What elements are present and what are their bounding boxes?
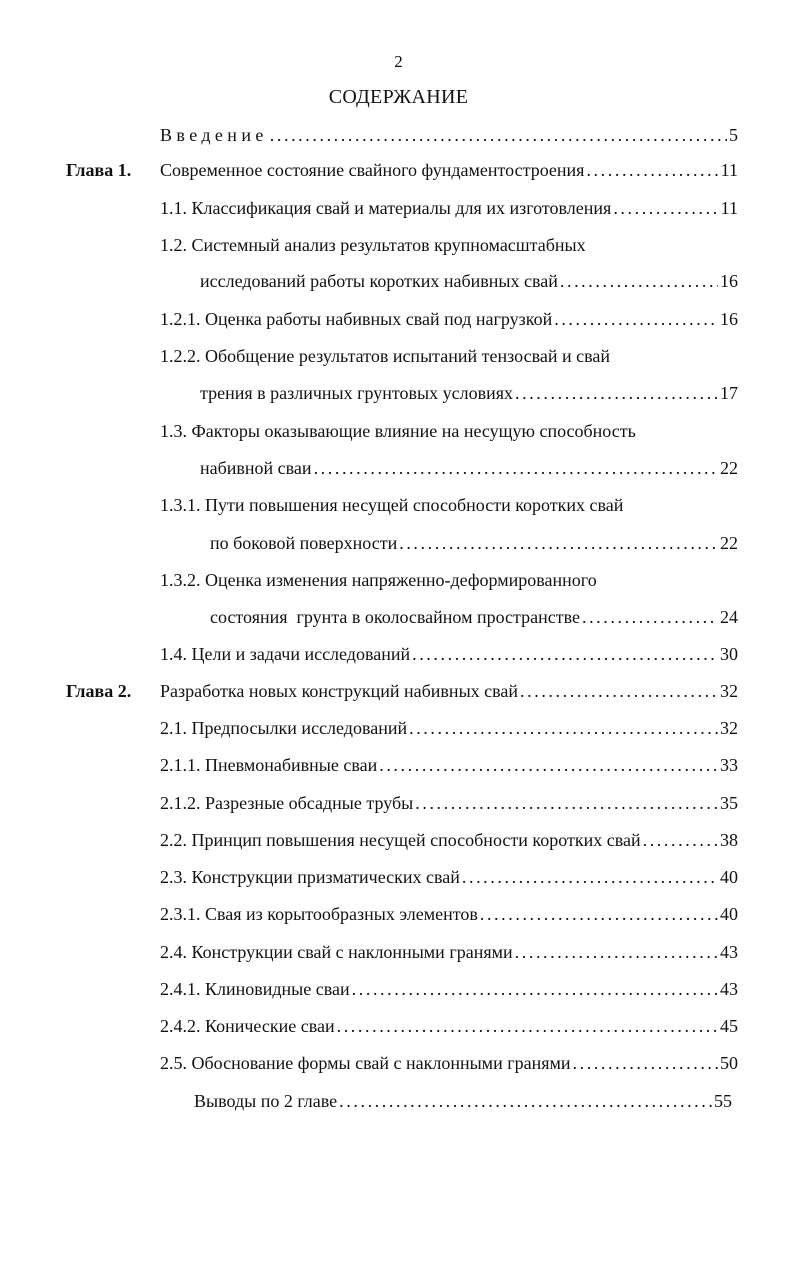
toc-line bbox=[0, 864, 797, 890]
toc-page-ref: 24 bbox=[720, 607, 738, 627]
dot-leader bbox=[379, 752, 718, 778]
chapter-label: Глава 1. bbox=[66, 160, 132, 180]
toc-page-ref: 30 bbox=[720, 644, 738, 664]
toc-title: СОДЕРЖАНИЕ bbox=[328, 86, 469, 108]
toc-page-ref: 32 bbox=[720, 681, 738, 701]
toc-entry-text: 1.2. Системный анализ результатов крупномасштабных bbox=[160, 235, 586, 255]
toc-line bbox=[0, 641, 797, 667]
toc-entry-text: 1.4. Цели и задачи исследований bbox=[160, 644, 411, 664]
toc-line bbox=[0, 232, 797, 258]
toc-entry-text: 2.4.2. Конические сваи bbox=[160, 1016, 335, 1036]
toc-line bbox=[0, 604, 797, 630]
toc-entry[interactable] bbox=[160, 567, 597, 593]
dot-leader bbox=[399, 530, 718, 556]
toc-entry[interactable] bbox=[160, 343, 610, 369]
toc-entry[interactable] bbox=[160, 122, 738, 148]
toc-entry-text: Разработка новых конструкций набивных свай bbox=[160, 681, 519, 701]
toc-entry[interactable] bbox=[160, 901, 738, 927]
dot-leader bbox=[613, 195, 718, 221]
toc-page-ref: 38 bbox=[720, 830, 738, 850]
toc-page-ref: 45 bbox=[720, 1016, 738, 1036]
toc-entry[interactable] bbox=[160, 939, 738, 965]
dot-leader bbox=[270, 122, 727, 148]
toc-line bbox=[0, 901, 797, 927]
toc-entry-text: 2.3.1. Свая из корытообразных элементов bbox=[160, 904, 478, 924]
toc-page-ref: 5 bbox=[729, 125, 738, 145]
toc-page-ref: 17 bbox=[720, 383, 738, 403]
page-number: 2 bbox=[394, 52, 403, 71]
toc-entry[interactable] bbox=[160, 827, 738, 853]
dot-leader bbox=[573, 1050, 718, 1076]
toc-entry[interactable] bbox=[160, 418, 636, 444]
dot-leader bbox=[412, 641, 718, 667]
toc-entry-text: состояния грунта в околосвайном пространстве bbox=[210, 607, 580, 627]
dot-leader bbox=[582, 604, 718, 630]
dot-leader bbox=[337, 1013, 718, 1039]
toc-entry-text: 2.5. Обоснование формы свай с наклонными гранями bbox=[160, 1053, 571, 1073]
toc-entry-text: 2.3. Конструкции призматических свай bbox=[160, 867, 460, 887]
toc-line bbox=[0, 268, 797, 294]
toc-page-ref: 11 bbox=[720, 198, 738, 218]
toc-entry-text: набивной сваи bbox=[200, 458, 312, 478]
toc-entry-text: 2.4.1. Клиновидные сваи bbox=[160, 979, 350, 999]
toc-line bbox=[0, 939, 797, 965]
toc-entry-text: трения в различных грунтовых условиях bbox=[200, 383, 513, 403]
toc-line bbox=[0, 380, 797, 406]
dot-leader bbox=[560, 268, 718, 294]
toc-entry-text: исследований работы коротких набивных свай bbox=[200, 271, 558, 291]
toc-entry-text: Выводы по 2 главе bbox=[194, 1091, 338, 1111]
toc-page-ref: 55 bbox=[714, 1091, 732, 1111]
toc-line bbox=[0, 827, 797, 853]
toc-entry-text: 2.4. Конструкции свай с наклонными гранями bbox=[160, 942, 513, 962]
toc-line-introduction bbox=[0, 122, 797, 148]
toc-line bbox=[0, 752, 797, 778]
toc-entry[interactable] bbox=[160, 790, 738, 816]
toc-entry[interactable] bbox=[160, 864, 738, 890]
dot-leader bbox=[643, 827, 718, 853]
toc-page-ref: 22 bbox=[720, 533, 738, 553]
toc-entry-text: 1.1. Классификация свай и материалы для их изготовления bbox=[160, 198, 612, 218]
toc-entry[interactable] bbox=[160, 195, 738, 221]
toc-entry[interactable] bbox=[210, 530, 738, 556]
toc-entry[interactable] bbox=[160, 157, 738, 183]
toc-line bbox=[0, 530, 797, 556]
dot-leader bbox=[462, 864, 718, 890]
dot-leader bbox=[352, 976, 718, 1002]
toc-entry-text: 2.1.2. Разрезные обсадные трубы bbox=[160, 793, 414, 813]
toc-page-ref: 22 bbox=[720, 458, 738, 478]
toc-entry-text: 2.2. Принцип повышения несущей способности коротких свай bbox=[160, 830, 641, 850]
dot-leader bbox=[554, 306, 718, 332]
toc-line bbox=[0, 1013, 797, 1039]
toc-entry-text: 1.3.1. Пути повышения несущей способности коротких свай bbox=[160, 495, 624, 515]
toc-entry[interactable] bbox=[160, 232, 586, 258]
dot-leader bbox=[314, 455, 718, 481]
dot-leader bbox=[586, 157, 718, 183]
toc-line bbox=[0, 492, 797, 518]
toc-entry[interactable] bbox=[194, 1088, 732, 1114]
toc-line bbox=[0, 715, 797, 741]
toc-entry[interactable] bbox=[160, 1050, 738, 1076]
toc-page-ref: 40 bbox=[720, 867, 738, 887]
toc-line-chapter-1 bbox=[0, 157, 797, 183]
dot-leader bbox=[409, 715, 718, 741]
toc-entry-text: Введение bbox=[160, 125, 268, 145]
toc-page-ref: 43 bbox=[720, 942, 738, 962]
toc-entry-text: 1.3.2. Оценка изменения напряженно-деформированного bbox=[160, 570, 597, 590]
toc-entry-text: 2.1. Предпосылки исследований bbox=[160, 718, 408, 738]
toc-line-chapter-2 bbox=[0, 678, 797, 704]
toc-page-ref: 50 bbox=[720, 1053, 738, 1073]
toc-entry[interactable] bbox=[160, 306, 738, 332]
toc-page-ref: 33 bbox=[720, 755, 738, 775]
toc-line bbox=[0, 343, 797, 369]
toc-page-ref: 16 bbox=[720, 309, 738, 329]
toc-page-ref: 11 bbox=[720, 160, 738, 180]
dot-leader bbox=[520, 678, 718, 704]
toc-entry-text: по боковой поверхности bbox=[210, 533, 398, 553]
dot-leader bbox=[515, 939, 718, 965]
toc-line bbox=[0, 1050, 797, 1076]
toc-line bbox=[0, 418, 797, 444]
toc-entry[interactable] bbox=[160, 678, 738, 704]
toc-line bbox=[0, 567, 797, 593]
toc-line bbox=[0, 1088, 797, 1114]
toc-line bbox=[0, 790, 797, 816]
toc-page-ref: 35 bbox=[720, 793, 738, 813]
toc-entry-text: 1.2.1. Оценка работы набивных свай под нагрузкой bbox=[160, 309, 553, 329]
toc-page-ref: 16 bbox=[720, 271, 738, 291]
toc-entry[interactable] bbox=[210, 604, 738, 630]
dot-leader bbox=[480, 901, 718, 927]
toc-entry[interactable] bbox=[200, 455, 738, 481]
dot-leader bbox=[415, 790, 718, 816]
dot-leader bbox=[515, 380, 718, 406]
toc-page-ref: 40 bbox=[720, 904, 738, 924]
toc-line bbox=[0, 195, 797, 221]
toc-entry[interactable] bbox=[160, 1013, 738, 1039]
toc-entry[interactable] bbox=[160, 976, 738, 1002]
toc-entry[interactable] bbox=[160, 641, 738, 667]
dot-leader bbox=[339, 1088, 712, 1114]
toc-entry-text: 2.1.1. Пневмонабивные сваи bbox=[160, 755, 378, 775]
toc-entry[interactable] bbox=[200, 268, 738, 294]
toc-line bbox=[0, 306, 797, 332]
toc-entry-text: Современное состояние свайного фундаментостроения bbox=[160, 160, 585, 180]
toc-page-ref: 32 bbox=[720, 718, 738, 738]
toc-line bbox=[0, 455, 797, 481]
toc-entry-text: 1.2.2. Обобщение результатов испытаний тензосвай и свай bbox=[160, 346, 610, 366]
toc-entry[interactable] bbox=[200, 380, 738, 406]
toc-entry-text: 1.3. Факторы оказывающие влияние на несущую способность bbox=[160, 421, 636, 441]
toc-page-ref: 43 bbox=[720, 979, 738, 999]
toc-line bbox=[0, 976, 797, 1002]
toc-entry[interactable] bbox=[160, 752, 738, 778]
toc-entry[interactable] bbox=[160, 715, 738, 741]
chapter-label: Глава 2. bbox=[66, 681, 132, 701]
toc-entry[interactable] bbox=[160, 492, 623, 518]
